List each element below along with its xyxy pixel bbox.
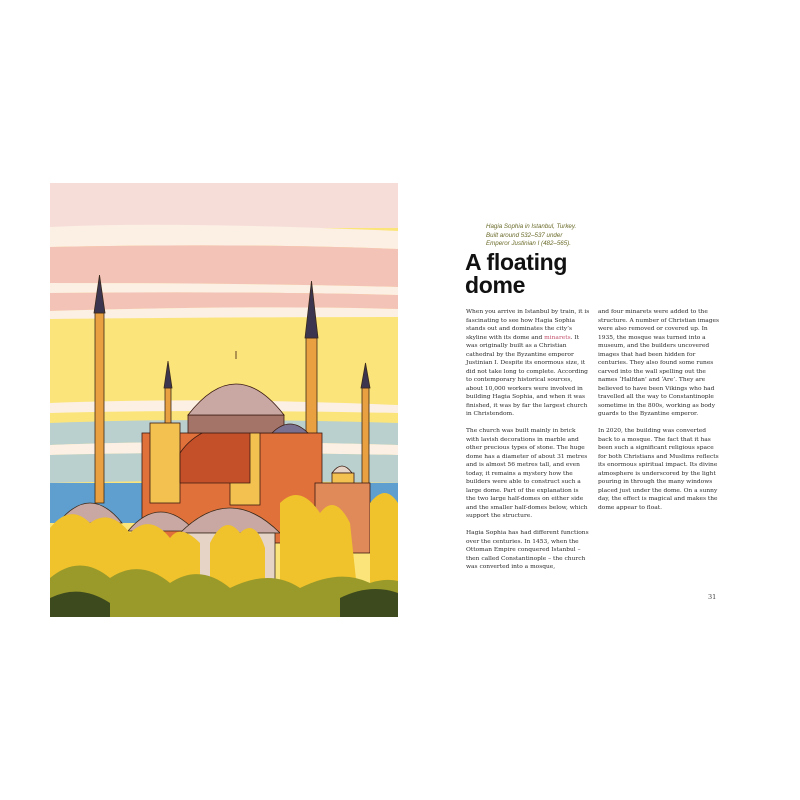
title-line: A floating xyxy=(465,249,568,275)
caption-line: Built around 532–537 under xyxy=(486,231,563,239)
title-line: dome xyxy=(465,272,526,298)
paragraph: Hagia Sophia has had different functions over the centuries. In 1453, when the Ottoman Empire conquered Istanbul – then called Constantinople – the church was converted into a mosque, xyxy=(466,530,589,570)
caption-line: Emperor Justinian I (482–565). xyxy=(486,240,571,248)
paragraph-text: . It was originally built as a Christian cathedral by the Byzantine emperor Justinian I. Despite its enormous size, it did not take long to complete. According to contemporary historical sources, about 10,000 workers were involved in building Hagia Sophia, and when it was finished, it was by far the largest church in Christendom. xyxy=(466,334,588,417)
illustration-artwork xyxy=(50,183,398,617)
image-caption xyxy=(486,223,636,249)
page-number: 31 xyxy=(708,593,717,601)
paragraph-text: When you arrive in Istanbul by train, it is fascinating to see how Hagia Sophia stands out and dominates the city’s skyline with its dome and xyxy=(466,309,590,341)
paragraph xyxy=(466,308,590,419)
page-title xyxy=(465,251,665,297)
paragraph: and four minarets were added to the structure. A number of Christian images were also removed or covered up. In 1935, the mosque was turned into a museum, and the builders uncovered images that had been hidden for centuries. They also found some runes carved into the wall spelling out the names ‘Halfdan’ and ‘Are’. They are believed to have been Vikings who had travelled all the way to Constantinople sometime in the 800s, working as body guards to the Byzantine emperor. xyxy=(598,309,720,417)
body-column-left xyxy=(466,308,590,580)
caption-line: Hagia Sophia in Istanbul, Turkey. xyxy=(486,223,577,230)
paragraph: The church was built mainly in brick with lavish decorations in marble and other precious types of stone. The huge dome has a diameter of about 31 metres and is almost 56 metres tall, and even today, it remains a mystery how the builders were able to construct such a large dome. Part of the explanation is the two large half-domes on either side and the smaller half-domes below, which support the structure. xyxy=(466,428,588,519)
paragraph: In 2020, the building was converted back to a mosque. The fact that it has been such a significant religious space for both Christians and Muslims reflects its enormous spiritual impact. Its divine atmosphere is underscored by the light pouring in through the many windows placed just under the dome. On a sunny day, the effect is magical and makes the dome appear to float. xyxy=(598,428,719,511)
body-column-right xyxy=(598,308,722,521)
glossary-link-minarets[interactable]: minarets xyxy=(544,334,571,341)
hagia-sophia-illustration xyxy=(50,183,398,617)
